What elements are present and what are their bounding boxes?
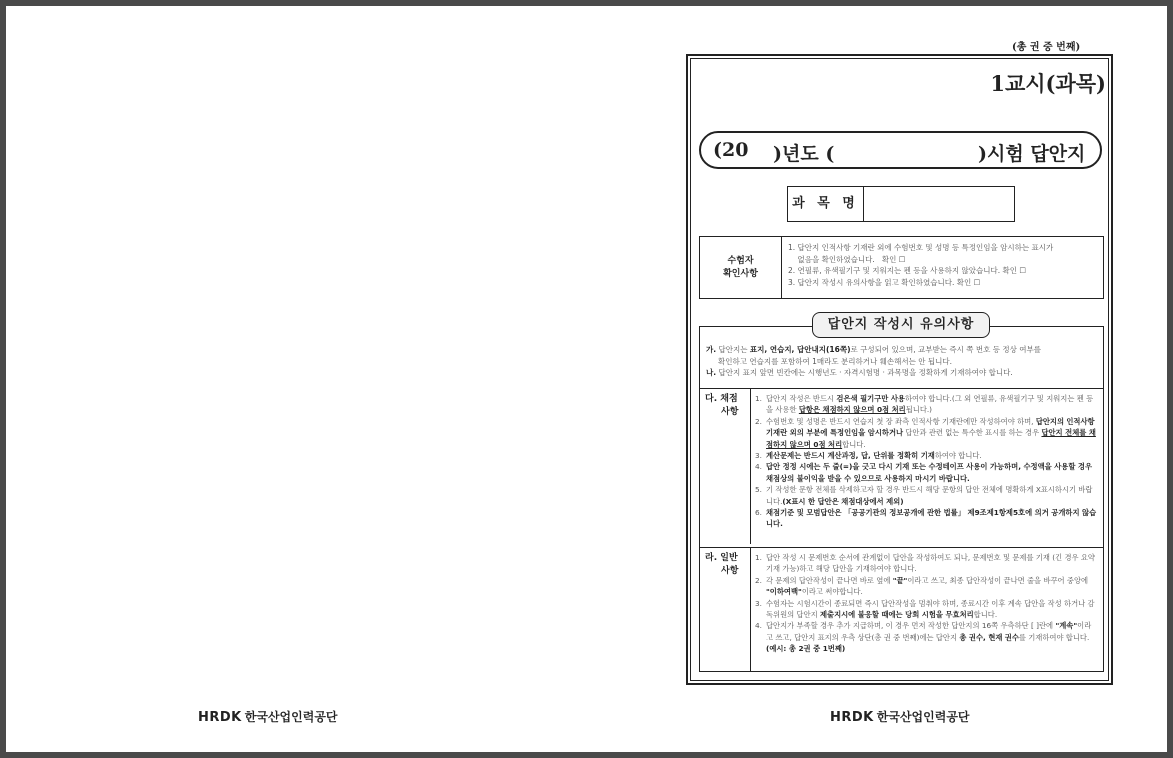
notes-title: 답안지 작성시 유의사항 [812,312,990,338]
section-divider [750,548,751,672]
scoring-label-line2: 사항 [721,407,739,417]
hrdk-logo-left [198,708,338,725]
list-item: 2. 수험번호 및 성명은 반드시 연습지 첫 장 좌측 인적사항 기재란에만 작성하여야 하며, 답안지의 인적사항 기재란 외의 부분에 특정인임을 암시하거나 답안과 관련 없는 특수한 표시를 하는 경우 답안지 전체를 채점하지 않으며 0점 처리합니다. [755,416,1096,449]
title-nyeondo: )년도 ( [773,143,835,165]
period-title: 1교시(과목) [990,71,1106,96]
note-ga-cont: 확인하고 연습지를 포함하여 1매라도 분리하거나 훼손해서는 안 됩니다. [718,356,952,366]
general-label [705,552,749,578]
note-emph: 표지, 연습지, 답안내지(16쪽) [749,345,851,354]
note-na [706,367,1100,379]
general-label-line2: 사항 [721,566,739,576]
examinee-confirm-box [699,236,1104,299]
list-item: 6. 채점기준 및 모범답안은 「공공기관의 정보공개에 관한 법률」 제9조제1항제5호에 의거 공개하지 않습니다. [755,508,1097,529]
general-items [755,552,1097,655]
list-item: 1. 답안 작성 시 문제번호 순서에 관계없이 답안을 작성하여도 되나, 문제번호 및 문제를 기재 (긴 경우 요약기재 가능)하고 해당 답안을 기재하여야 합니다. [755,553,1095,574]
scoring-items [755,393,1097,530]
scoring-section [699,388,1104,544]
list-item: 1. 답안지 작성은 반드시 검은색 필기구만 사용하여야 합니다.(그 외 연필류, 유색필기구 및 지워지는 펜 등을 사용한 답항은 채점하지 않으며 0점 처리됩니다.) [755,394,1094,415]
hrdk-mark: HRDK [198,710,242,725]
note-ga-key: 가. [706,345,717,354]
list-item: 5. 기 작성한 문항 전체를 삭제하고자 할 경우 반드시 해당 문항의 답안 전체에 명확하게 X표시하시기 바랍니다.(X표시 한 답안은 채점대상에서 제외) [755,485,1093,506]
hrdk-org-name: 한국산업인력공단 [244,710,338,724]
hrdk-org-name: 한국산업인력공단 [876,710,970,724]
subject-name-box [787,186,1015,222]
scoring-label [705,393,749,419]
hrdk-mark: HRDK [830,710,874,725]
confirm-item: 1. 답안지 인적사항 기재란 외에 수험번호 및 성명 등 특정인임을 암시하는 표시가 [788,243,1054,252]
hrdk-logo-right [830,708,970,725]
confirm-item: 2. 연필류, 유색필기구 및 지워지는 펜 등을 사용하지 않았습니다. 확인 ☐ [788,266,1027,275]
note-text: 로 구성되어 있으며, 교부받는 즉시 쪽 번호 등 정상 여부를 [850,345,1042,354]
list-item: 3. 수험자는 시험시간이 종료되면 즉시 답안작성을 멈춰야 하며, 종료시간 이후 계속 답안을 작성 하거나 감독위원의 답안지 제출지시에 불응할 때에는 당회 시험을 무효처리합니다. [755,598,1095,620]
general-label-line1: 라. 일반 [705,553,738,563]
confirm-items [788,242,1100,288]
confirm-label-line1: 수험자 [727,255,754,266]
confirm-item: 3. 답안지 작성시 유의사항을 읽고 확인하였습니다. 확인 ☐ [788,277,981,287]
general-notes [706,344,1100,379]
list-item: 2. 각 문제의 답안작성이 끝나면 바로 옆에 "끝"이라고 쓰고, 최종 답안작성이 끝나면 줄을 바꾸어 중앙에 "이하여백"이라고 써야합니다. [755,575,1089,597]
subject-label: 과 목 명 [788,187,864,221]
note-text: 답안지는 [718,345,750,354]
list-item: 4. 답안지가 부족할 경우 추가 지급하며, 이 경우 먼저 작성한 답안지의 16쪽 우측하단 [ ]란에 "계속"이라고 쓰고, 답안지 표지의 우측 상단(총 권 중 번째)에는 답안지 총 권수, 현재 권수를 기재하여야 합니다.(예시: 총 2권 중 1번째) [755,621,1092,654]
confirm-label [700,237,782,298]
subject-value-field[interactable] [864,187,1014,221]
general-section [699,547,1104,672]
list-item: 3. 계산문제는 반드시 계산과정, 답, 단위를 정확히 기재하여야 합니다. [755,451,982,461]
note-ga [706,344,1100,356]
section-divider [750,389,751,544]
exam-title-box [699,131,1102,169]
confirm-label-line2: 확인사항 [723,268,758,279]
confirm-item: 없음을 확인하였습니다. 확인 ☐ [788,254,906,264]
title-year: (20 [713,139,749,161]
note-na-key: 나. [706,368,717,377]
title-exam: )시험 답안지 [978,143,1086,165]
volume-indicator: (총 권 중 번째) [1012,42,1081,53]
list-item: 4. 답안 정정 시에는 두 줄(=)을 긋고 다시 기재 또는 수정테이프 사용이 가능하며, 수정액을 사용할 경우 채점상의 불이익을 받을 수 있으므로 사용하지 마시기 바랍니다. [755,462,1093,483]
note-text: 답안지 표지 앞면 빈칸에는 시행년도 · 자격시험명 · 과목명을 정확하게 기재하여야 합니다. [718,368,1013,377]
scoring-label-line1: 다. 채점 [705,394,738,404]
